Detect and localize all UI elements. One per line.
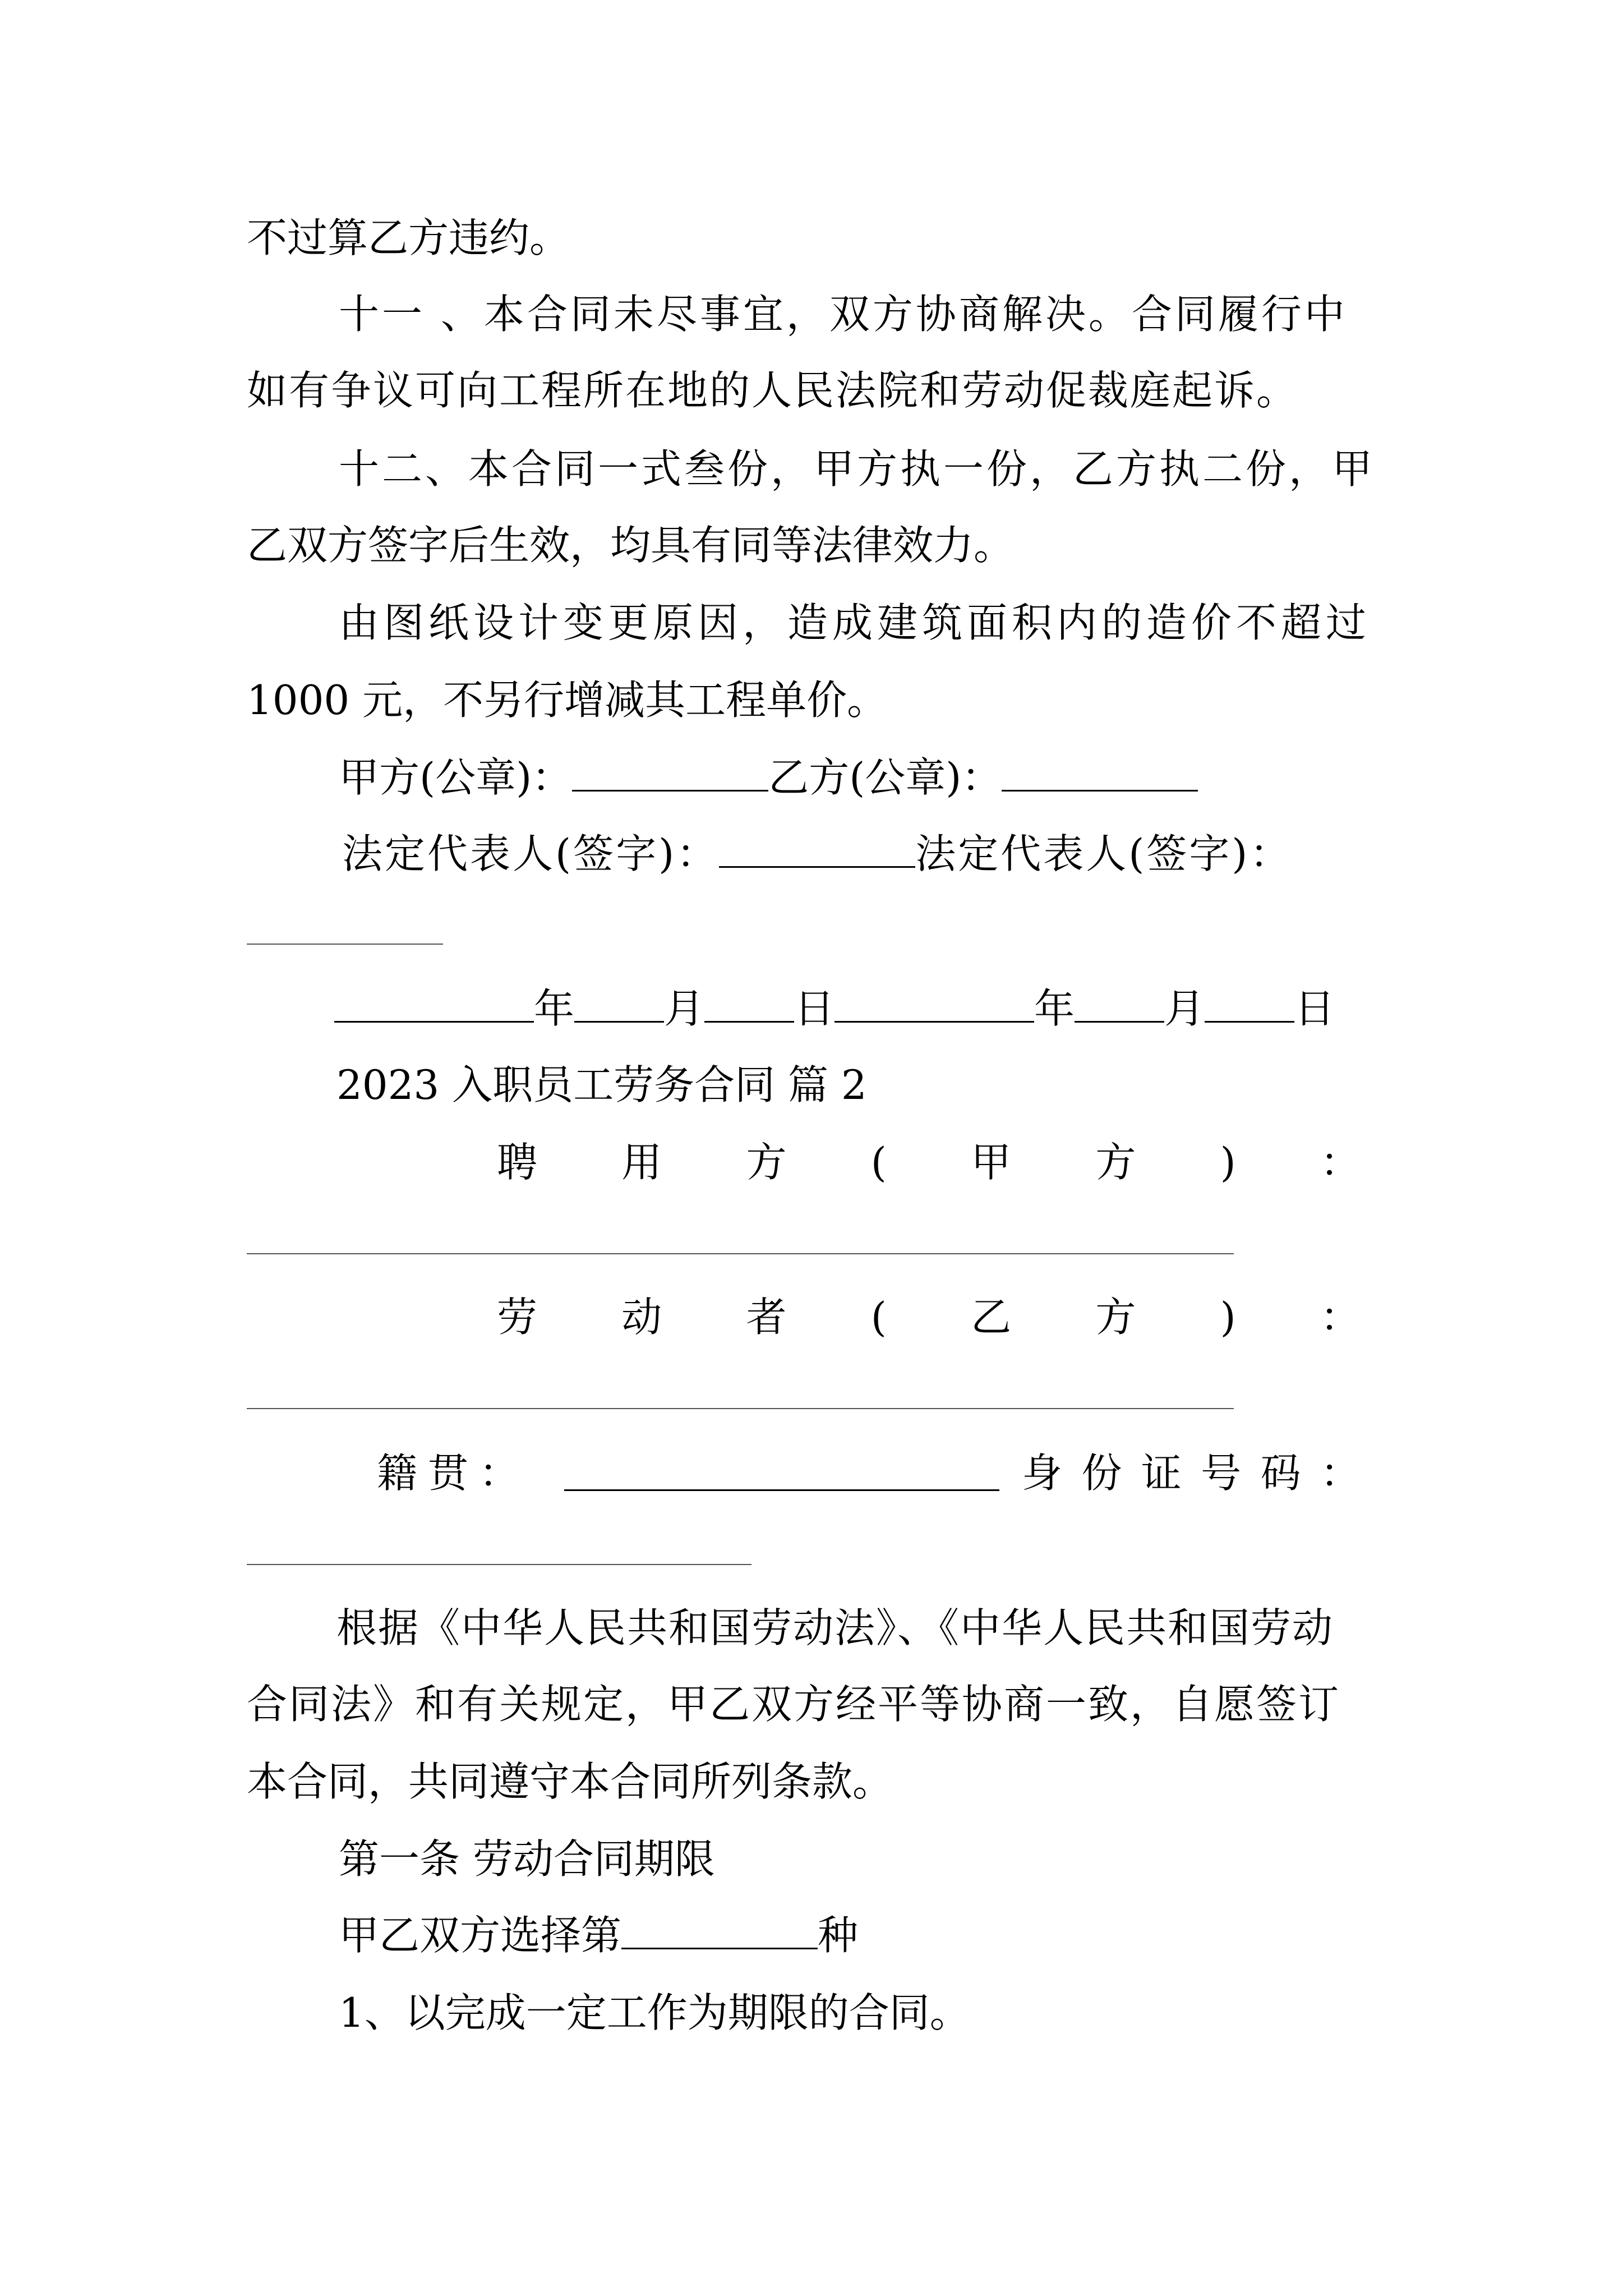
rep-b-blank[interactable]: [247, 944, 443, 945]
month-b-label: 月: [1164, 985, 1205, 1032]
option-1: 1、以完成一定工作为期限的合同。: [339, 1989, 970, 2036]
id-number-label: 身 份 证 号 码 ：: [1022, 1450, 1361, 1497]
party-b-seal-blank[interactable]: [1002, 757, 1198, 792]
day-b-label: 日: [1294, 985, 1335, 1032]
text-line-6: 由图纸设计变更原因，造成建筑面积内的造价不超过: [339, 599, 1371, 646]
rep-a-blank[interactable]: [719, 834, 915, 868]
party-a-seal-label: 甲方(公章)：: [339, 754, 573, 801]
employer-label: 聘 用 方 ( 甲 方 ) ：: [497, 1139, 1361, 1186]
option-number-blank[interactable]: [621, 1915, 818, 1949]
text-line-7: 1000 元，不另行增减其工程单价。: [247, 677, 888, 724]
worker-label: 劳 动 者 ( 乙 方 ) ：: [497, 1294, 1361, 1341]
rep-b-label: 法定代表人(签字)：: [915, 830, 1293, 877]
body-line-2: 合同法》和有关规定，甲乙双方经平等协商一致，自愿签订: [247, 1681, 1341, 1728]
choose-suffix: 种: [818, 1912, 859, 1959]
year-b-label: 年: [1034, 985, 1075, 1032]
text-line-5: 乙双方签字后生效，均具有同等法律效力。: [247, 522, 1015, 569]
rep-a-label: 法定代表人(签字)：: [342, 830, 720, 877]
section-title: 2023 入职员工劳务合同 篇 2: [336, 1061, 867, 1108]
choose-option-line: [339, 1912, 859, 1959]
month-a-blank[interactable]: [574, 988, 664, 1023]
native-place-blank[interactable]: [564, 1489, 999, 1491]
text-line-2: 十一 、本合同未尽事宜，双方协商解决。合同履行中: [339, 291, 1348, 338]
year-a-blank[interactable]: [334, 988, 534, 1023]
party-a-seal-blank[interactable]: [572, 757, 768, 792]
day-b-blank[interactable]: [1205, 988, 1294, 1023]
choose-prefix: 甲乙双方选择第: [339, 1912, 622, 1959]
seal-line: [339, 754, 1198, 801]
text-line-1: 不过算乙方违约。: [247, 214, 570, 261]
native-place-label: 籍 贯 ：: [377, 1450, 519, 1497]
id-number-blank[interactable]: [247, 1564, 751, 1565]
representative-line: [342, 830, 1293, 877]
date-line: [334, 985, 1335, 1032]
month-b-blank[interactable]: [1075, 988, 1164, 1023]
body-line-3: 本合同，共同遵守本合同所列条款。: [247, 1758, 893, 1805]
text-line-4: 十二、本合同一式叁份，甲方执一份，乙方执二份，甲: [339, 445, 1376, 493]
month-a-label: 月: [664, 985, 705, 1032]
party-b-seal-label: 乙方(公章)：: [768, 754, 1002, 801]
body-line-1: 根据《中华人民共和国劳动法》、《中华人民共和国劳动: [336, 1604, 1334, 1651]
day-a-blank[interactable]: [704, 988, 794, 1023]
year-b-blank[interactable]: [834, 988, 1034, 1023]
employer-blank[interactable]: [247, 1253, 1234, 1254]
article-1-heading: 第一条 劳动合同期限: [339, 1835, 715, 1883]
text-line-3: 如有争议可向工程所在地的人民法院和劳动促裁庭起诉。: [247, 367, 1299, 414]
worker-blank[interactable]: [247, 1408, 1234, 1409]
day-a-label: 日: [794, 985, 835, 1032]
year-a-label: 年: [534, 985, 575, 1032]
